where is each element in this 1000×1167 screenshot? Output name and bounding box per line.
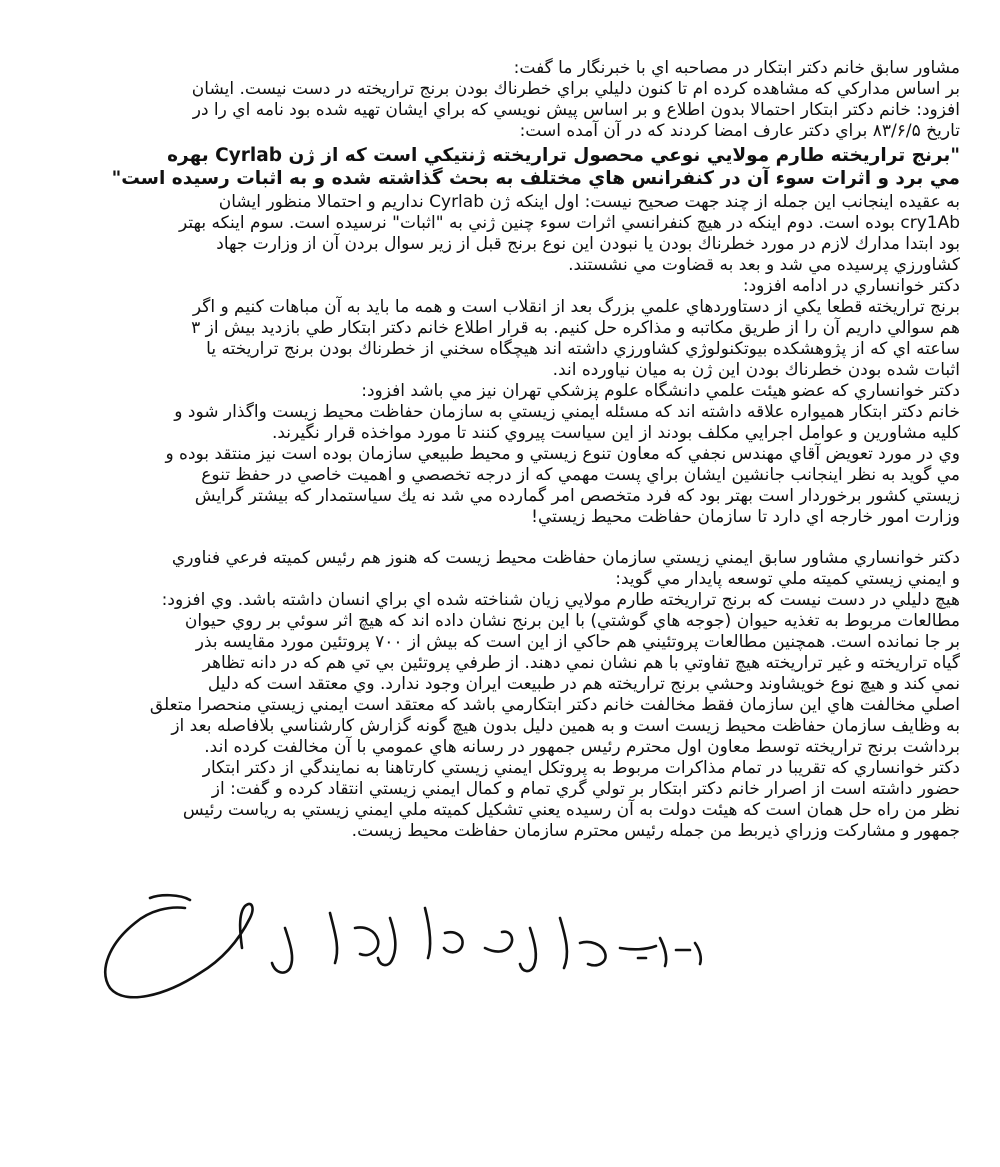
text-line: اثبات شده بودن خطرناك بودن اين ژن به ميان نياورده اند. <box>552 360 960 380</box>
text-line: cry1Ab بوده است. دوم اينكه در هيچ كنفرانسي اثرات سوء چنين ژني به "اثبات" نرسيده است. سوم اينكه بهتر <box>179 213 960 233</box>
text-line: به وظايف سازمان حفاظت محيط زيست است و به همين دليل بدون هيچ گونه گزارش كارشناسي بلافاصله بعد از <box>171 716 960 736</box>
text-line: نمي كند و هيچ نوع خويشاوند وحشي برنج تراريخته هم در طبيعت ايران وجود ندارد. وي معتقد است كه دليل <box>207 674 960 694</box>
document-body <box>40 58 960 842</box>
text-line: وزارت امور خارجه اي دارد تا سازمان حفاظت محيط زيستي! <box>531 507 960 527</box>
paragraph-intro <box>40 58 960 142</box>
text-line: تاريخ ۸۳/۶/۵ براي دكتر عارف امضا كردند كه در آن آمده است: <box>519 121 960 141</box>
text-line: حضور داشته است از اصرار خانم دكتر ابتكار بر تولي گري تمام و كمال ايمني زيستي انتقاد كرده و گفت: از <box>211 779 960 799</box>
text-line: مطالعات مربوط به تغذيه حيوان (جوجه هاي گوشتي) با اين برنج نشان داده اند كه هيچ اثر سوئي بر روي حيوان <box>184 611 960 631</box>
text-line: دكتر خوانساري كه تقريبا در تمام مذاكرات مربوط به پروتكل ايمني زيستي كارتاهنا به نمايندگي از دكتر ابتكار <box>202 758 960 778</box>
text-line: افزود: خانم دكتر ابتكار احتمالا بدون اطلاع و بر اساس پيش نويسي كه براي ايشان تهيه شده بود نامه اي را در <box>192 100 960 120</box>
text-line: به عقيده اينجانب اين جمله از چند جهت صحيح نيست: اول اينكه ژن Cyrlab نداريم و احتمالا منظور ايشان <box>218 192 960 212</box>
quoted-statement <box>40 144 960 190</box>
text-line: گياه تراريخته و غير تراريخته هيچ تفاوتي با هم نشان نمي دهند. از طرفي پروتئين بي تي هم كه در دانه تظاهر <box>202 653 960 673</box>
text-line: اصلي مخالفت هاي اين سازمان فقط مخالفت خانم دكتر ابتكارمي باشد كه معتقد است ايمني زيستي منحصرا متعلق <box>149 695 960 715</box>
text-line: برنج تراريخته قطعا يكي از دستاوردهاي علمي بزرگ بعد از انقلاب است و همه ما بايد به آن مباهات كنيم و اگر <box>192 297 960 317</box>
text-line: بود ابتدا مدارك لازم در مورد خطرناك بودن يا نبودن اين نوع برنج قبل از زير سوال بردن آن از وزارت جهاد <box>216 234 960 254</box>
paragraph-response <box>40 192 960 528</box>
quote-line: "برنج تراريخته طارم مولايي نوعي محصول تراريخته ژنتيكي است كه از ژن Cyrlab بهره <box>167 145 960 166</box>
text-line: مي گويد به نظر اينجانب جانشين ايشان براي پست مهمي كه از درجه تخصصي و اهميت خاصي در حفظ تنوع <box>201 465 960 485</box>
text-line: و ايمني زيستي كميته ملي توسعه پايدار مي گويد: <box>615 569 960 589</box>
handwritten-signature <box>90 888 730 1008</box>
quote-line: مي برد و اثرات سوء آن در كنفرانس هاي مختلف به بحث گذاشته شده و به اثبات رسيده است" <box>111 168 960 189</box>
text-line: بر اساس مداركي كه مشاهده كرده ام تا كنون دليلي براي خطرناك بودن برنج تراريخته در دست نيست. ايشان <box>191 79 960 99</box>
text-line: ساعته اي كه از پژوهشكده بيوتكنولوژي كشاورزي داشته اند هيچگاه سخني از خطرناك بودن برنج تراريخته يا <box>206 339 960 359</box>
text-line: كليه مشاورين و عوامل اجرايي مكلف بودند از اين سياست پيروي كنند تا مورد مواخذه قرار نگيرند. <box>271 423 960 443</box>
text-line: دكتر خوانساري در ادامه افزود: <box>742 276 960 296</box>
signature-scribble <box>90 888 730 1008</box>
text-line: مشاور سابق خانم دكتر ابتكار در مصاحبه اي با خبرنگار ما گفت: <box>513 58 960 78</box>
text-line: نظر من راه حل همان است كه هيئت دولت به آن رسيده يعني تشكيل كميته ملي ايمني زيستي به رياست رئيس <box>182 800 960 820</box>
text-line: جمهور و مشاركت وزراي ذيربط من جمله رئيس محترم سازمان حفاظت محيط زيست. <box>351 821 960 841</box>
paragraph-spacer <box>40 528 960 548</box>
text-line: برداشت برنج تراريخته توسط معاون اول محترم رئيس جمهور در رسانه هاي عمومي با آن مخالفت كرده اند. <box>204 737 960 757</box>
text-line: كشاورزي پرسيده مي شد و بعد به قضاوت مي نشستند. <box>568 255 960 275</box>
text-line: وي در مورد تعويض آقاي مهندس نجفي كه معاون تنوع زيستي و محيط طبيعي سازمان بوده است نيز منتقد بوده و <box>165 444 960 464</box>
text-line: بر جا نمانده است. همچنين مطالعات پروتئيني هم حاكي از اين است كه بيش از ۷۰۰ پروتئين مورد مقايسه بذر <box>195 632 960 652</box>
paragraph-khansari <box>40 548 960 842</box>
text-line: دكتر خوانساري كه عضو هيئت علمي دانشگاه علوم پزشكي تهران نيز مي باشد افزود: <box>361 381 960 401</box>
text-line: هم سوالي داريم آن را از طريق مكاتبه و مذاكره حل كنيم. به قرار اطلاع خانم دكتر ابتكار طي بازديد بيش از ۳ <box>191 318 960 338</box>
text-line: زيستي كشور برخوردار است بهتر بود كه فرد متخصص امر گمارده مي شد نه يك سياستمدار كه بيشتر گرايش <box>194 486 960 506</box>
text-line: خانم دكتر ابتكار هميواره علاقه داشته اند كه مسئله ايمني زيستي به سازمان حفاظت محيط زيست واگذار شود و <box>174 402 960 422</box>
text-line: هيچ دليلي در دست نيست كه برنج تراريخته طارم مولايي زيان شناخته شده اي براي انسان داشته باشد. وي افزود: <box>161 590 960 610</box>
text-line: دكتر خوانساري مشاور سابق ايمني زيستي سازمان حفاظت محيط زيست كه هنوز هم رئيس كميته فرعي فناوري <box>171 548 960 568</box>
